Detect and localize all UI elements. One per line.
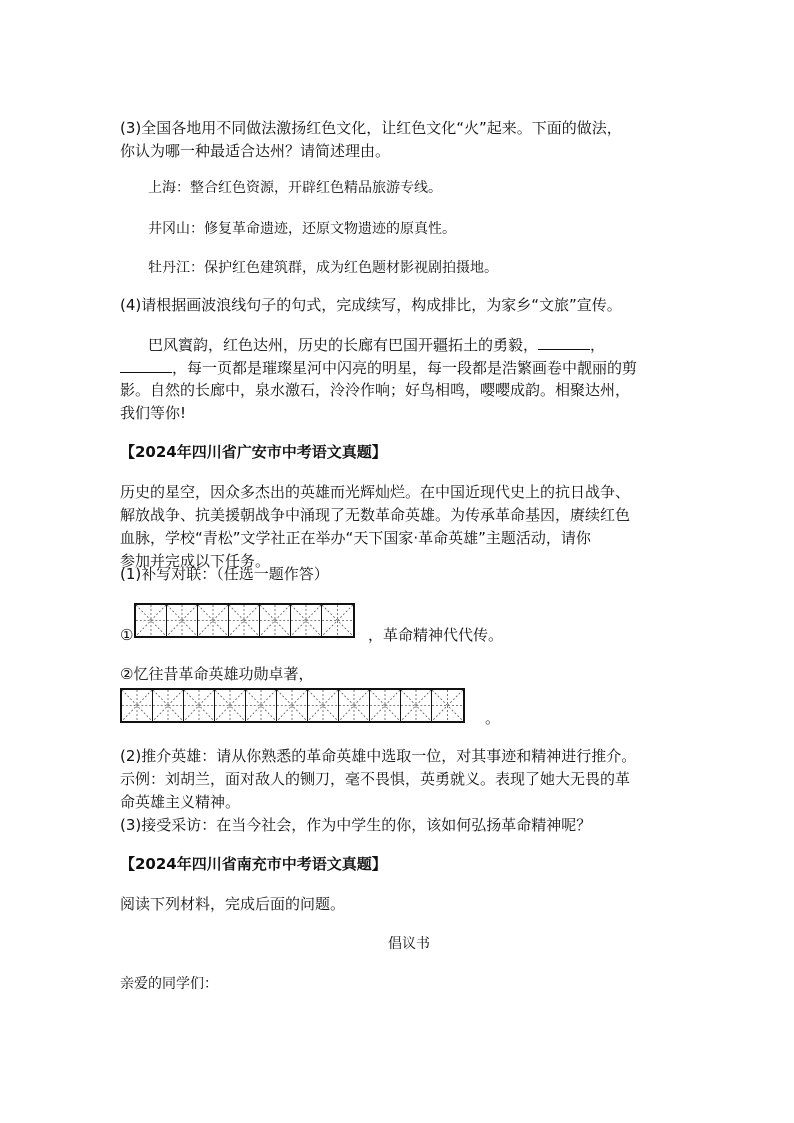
couplet-2-writing-grid[interactable] <box>120 688 465 723</box>
q3-line-1: (3)全国各地用不同做法激扬红色文化，让红色文化“火”起来。下面的做法， <box>120 119 622 137</box>
q4-paragraph-text-2: ，每一页都是璀璨星河中闪亮的明星，每一段都是浩繁画卷中靓丽的剪 <box>172 359 638 377</box>
guangan-heading: 【2024年四川省广安市中考语文真题】 <box>120 443 387 461</box>
couplet-1-writing-grid[interactable] <box>134 603 355 638</box>
task-1-prompt: (1)补写对联：（任选一题作答） <box>120 565 329 583</box>
grid-cell[interactable] <box>401 690 432 721</box>
nanchong-heading: 【2024年四川省南充市中考语文真题】 <box>120 855 387 873</box>
q3-option-jinggangshan: 井冈山：修复革命遗迹，还原文物遗迹的原真性。 <box>148 221 456 237</box>
grid-cell[interactable] <box>322 605 353 636</box>
couplet-2-line: ②忆往昔革命英雄功勋卓著， <box>120 665 314 683</box>
task-2-line-2: 示例：刘胡兰，面对敌人的铡刀，毫不畏惧，英勇就义。表现了她大无畏的革 <box>120 770 631 788</box>
grid-cell[interactable] <box>198 605 229 636</box>
guangan-intro-3: 血脉，学校“青松”文学社正在举办“天下国家·革命英雄”主题活动，请你 <box>120 529 591 547</box>
q4-paragraph-line-3: 影。自然的长廊中，泉水激石，泠泠作响；好鸟相鸣，嘤嘤成韵。相聚达州， <box>120 381 631 399</box>
grid-cell[interactable] <box>153 690 184 721</box>
grid-cell[interactable] <box>215 690 246 721</box>
q3-option-shanghai: 上海：整合红色资源，开辟红色精品旅游专线。 <box>148 180 442 196</box>
couplet-1-suffix: ，革命精神代代传。 <box>368 626 504 644</box>
proposal-salutation: 亲爱的同学们： <box>120 976 218 992</box>
grid-cell[interactable] <box>184 690 215 721</box>
q4-comma: ， <box>590 336 606 354</box>
fill-blank-1[interactable] <box>538 333 590 350</box>
grid-cell[interactable] <box>260 605 291 636</box>
grid-cell[interactable] <box>277 690 308 721</box>
q4-paragraph-line-2 <box>120 356 637 379</box>
guangan-intro-2: 解放战争、抗美援朝战争中涌现了无数革命英雄。为传承革命基因，赓续红色 <box>120 506 631 524</box>
grid-cell[interactable] <box>308 690 339 721</box>
q4-prompt: (4)请根据画波浪线句子的句式，完成续写，构成排比，为家乡“文旅”宣传。 <box>120 296 622 314</box>
grid-cell[interactable] <box>246 690 277 721</box>
q4-paragraph-line-1 <box>148 333 605 356</box>
task-2-line-1: (2)推介英雄：请从你熟悉的革命英雄中选取一位，对其事迹和精神进行推介。 <box>120 747 637 765</box>
grid-cell[interactable] <box>136 605 167 636</box>
grid-cell[interactable] <box>229 605 260 636</box>
proposal-title: 倡议书 <box>388 936 430 952</box>
q4-paragraph-text: 巴风賨韵，红色达州，历史的长廊有巴国开疆拓土的勇毅， <box>148 336 539 354</box>
grid-cell[interactable] <box>122 690 153 721</box>
couplet-2-end: 。 <box>485 709 501 727</box>
q4-paragraph-line-4: 我们等你! <box>120 404 187 422</box>
guangan-intro-1: 历史的星空，因众多杰出的英雄而光辉灿烂。在中国近现代史上的抗日战争、 <box>120 483 631 501</box>
task-3-prompt: (3)接受采访：在当今社会，作为中学生的你，该如何弘扬革命精神呢？ <box>120 816 592 834</box>
couplet-1-marker: ① <box>120 626 134 644</box>
q3-line-2: 你认为哪一种最适合达州？请简述理由。 <box>120 142 391 160</box>
grid-cell[interactable] <box>370 690 401 721</box>
nanchong-intro: 阅读下列材料，完成后面的问题。 <box>120 895 346 913</box>
grid-cell[interactable] <box>339 690 370 721</box>
guangan-intro-4: 参加并完成以下任务。 <box>120 552 271 570</box>
grid-cell[interactable] <box>291 605 322 636</box>
grid-cell[interactable] <box>432 690 463 721</box>
fill-blank-2[interactable] <box>120 356 172 373</box>
task-2-line-3: 命英雄主义精神。 <box>120 793 241 811</box>
q3-option-mudanjiang: 牡丹江：保护红色建筑群，成为红色题材影视剧拍摄地。 <box>148 260 498 276</box>
grid-cell[interactable] <box>167 605 198 636</box>
